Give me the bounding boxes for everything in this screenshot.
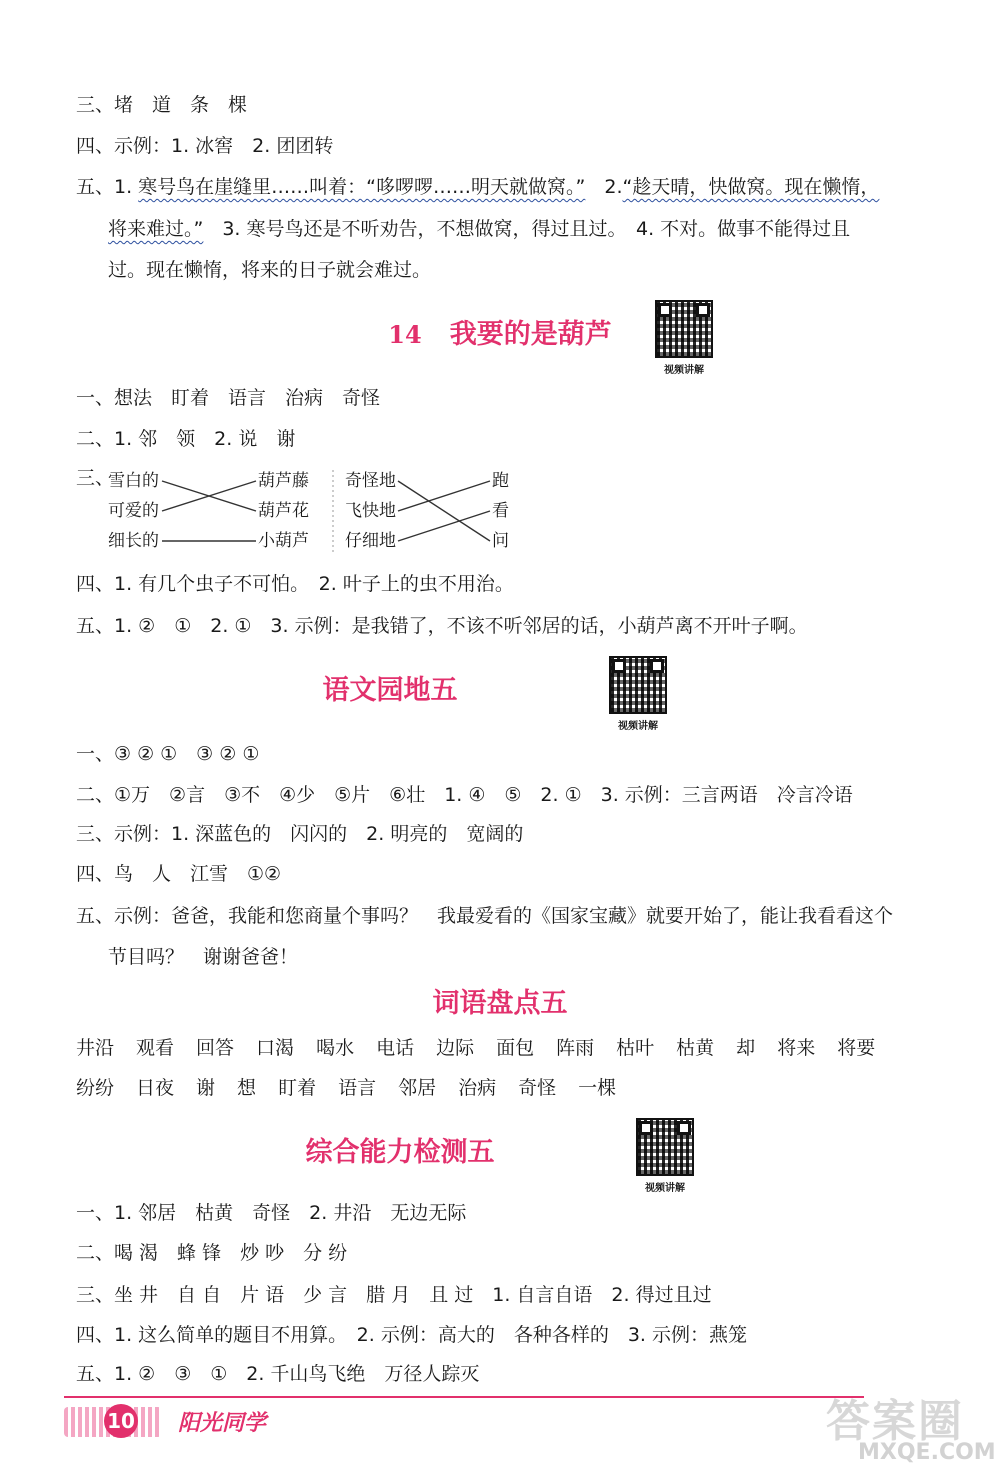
match-mid-2: 葫芦花 (258, 501, 309, 521)
wu-quote-2-cont: 将来难过。” (108, 218, 204, 240)
yuwen-yi: 一、③ ② ① ③ ② ① (76, 743, 260, 765)
word: 电话 (376, 1037, 415, 1059)
qr-caption: 视频讲解 (664, 365, 704, 376)
qr-code-icon[interactable] (636, 1118, 694, 1176)
answer-si: 四、示例：1. 冰窖 2. 团团转 (76, 135, 334, 157)
page-number: 10 (104, 1404, 138, 1438)
zonghe-san: 三、坐 井 自 自 片 语 少 言 腊 月 且 过 1. 自言自语 2. 得过且过 (76, 1284, 712, 1306)
lesson14-san-label: 三、 (76, 467, 115, 489)
brand-logo: 阳光同学 (178, 1411, 267, 1436)
match-mid-1: 葫芦藤 (258, 471, 309, 491)
match-rl-1: 奇怪地 (345, 471, 396, 491)
word: 将要 (837, 1037, 876, 1059)
word: 盯着 (278, 1077, 317, 1099)
lesson-number: 14 (388, 320, 422, 349)
zonghe-si: 四、1. 这么简单的题目不用算。 2. 示例：高大的 各种各样的 3. 示例：燕笼 (76, 1324, 748, 1346)
word: 将来 (777, 1037, 816, 1059)
lesson14-er: 二、1. 邻 领 2. 说 谢 (76, 428, 296, 450)
match-right-1: 跑 (492, 471, 509, 491)
match-line (398, 481, 490, 511)
word: 语言 (338, 1077, 377, 1099)
zonghe-title: 综合能力检测五 (305, 1137, 495, 1168)
qr-code-icon[interactable] (609, 656, 667, 714)
qr-caption: 视频讲解 (618, 721, 658, 732)
word: 奇怪 (518, 1077, 557, 1099)
word: 喝水 (316, 1037, 355, 1059)
answer-san: 三、堵 道 条 棵 (76, 94, 248, 116)
word: 观看 (136, 1037, 175, 1059)
matching-lines (0, 0, 1000, 600)
wu-quote-1: 寒号鸟在崖缝里……叫着：“哆啰啰……明天就做窝。” (138, 176, 586, 198)
answer-wu-line3: 过。现在懒惰，将来的日子就会难过。 (108, 259, 432, 281)
match-left-1: 雪白的 (108, 471, 159, 491)
match-rl-3: 仔细地 (345, 531, 396, 551)
match-mid-3: 小葫芦 (258, 531, 309, 551)
yuwen-wu-line2: 节目吗？ 谢谢爸爸！ (108, 946, 299, 968)
match-right-2: 看 (492, 501, 509, 521)
watermark-url: MXQE.COM (858, 1440, 996, 1465)
yuwen-si: 四、鸟 人 江雪 ①② (76, 863, 282, 885)
word: 阵雨 (556, 1037, 595, 1059)
match-rl-2: 飞快地 (345, 501, 396, 521)
match-line (398, 481, 490, 541)
match-right-3: 问 (492, 531, 509, 551)
cipan-row-2 (76, 1076, 638, 1100)
wu-line2-rest: 3. 寒号鸟还是不听劝告，不想做窝，得过且过。 4. 不对。做事不能得过且 (203, 218, 851, 240)
word: 回答 (196, 1037, 235, 1059)
qr-caption: 视频讲解 (645, 1183, 685, 1194)
zonghe-wu: 五、1. ② ③ ① 2. 千山鸟飞绝 万径人踪灭 (76, 1363, 480, 1385)
match-left-3: 细长的 (108, 531, 159, 551)
wu-prefix: 五、1. (76, 176, 139, 198)
yuwen-title: 语文园地五 (322, 675, 458, 706)
zonghe-er: 二、喝 渴 蜂 锋 炒 吵 分 纷 (76, 1242, 348, 1264)
cipan-title: 词语盘点五 (432, 988, 568, 1019)
yuwen-san: 三、示例：1. 深蓝色的 闪闪的 2. 明亮的 宽阔的 (76, 823, 524, 845)
word: 治病 (458, 1077, 497, 1099)
word: 谢 (196, 1077, 216, 1099)
lesson14-yi: 一、想法 盯着 语言 治病 奇怪 (76, 387, 381, 409)
cipan-row-1 (76, 1036, 897, 1060)
word: 一棵 (578, 1077, 617, 1099)
footer-divider (64, 1396, 864, 1398)
lesson-title-text: 我要的是葫芦 (449, 319, 612, 350)
word: 口渴 (256, 1037, 295, 1059)
lesson14-wu: 五、1. ② ① 2. ① 3. 示例：是我错了，不该不听邻居的话，小葫芦离不开叶子啊。 (76, 615, 808, 637)
yuwen-wu-line1: 五、示例：爸爸，我能和您商量个事吗？ 我最爱看的《国家宝藏》就要开始了，能让我看看这个 (76, 905, 894, 927)
word: 井沿 (76, 1037, 115, 1059)
word: 面包 (496, 1037, 535, 1059)
match-line (398, 511, 490, 541)
word: 日夜 (136, 1077, 175, 1099)
zonghe-yi: 一、1. 邻居 枯黄 奇怪 2. 井沿 无边无际 (76, 1202, 467, 1224)
word: 边际 (436, 1037, 475, 1059)
word: 却 (736, 1037, 756, 1059)
wu-quote-2: “趁天晴，快做窝。现在懒惰， (622, 176, 880, 198)
word: 纷纷 (76, 1077, 115, 1099)
match-left-2: 可爱的 (108, 501, 159, 521)
yuwen-er: 二、①万 ②言 ③不 ④少 ⑤片 ⑥壮 1. ④ ⑤ 2. ① 3. 示例：三言两语 冷言冷语 (76, 784, 853, 806)
word: 想 (237, 1077, 257, 1099)
word: 枯叶 (616, 1037, 655, 1059)
lesson14-si: 四、1. 有几个虫子不可怕。 2. 叶子上的虫不用治。 (76, 573, 514, 595)
word: 邻居 (398, 1077, 437, 1099)
watermark: 答案圈 (826, 1396, 964, 1447)
wu-mid: 2. (585, 176, 623, 198)
word: 枯黄 (676, 1037, 715, 1059)
